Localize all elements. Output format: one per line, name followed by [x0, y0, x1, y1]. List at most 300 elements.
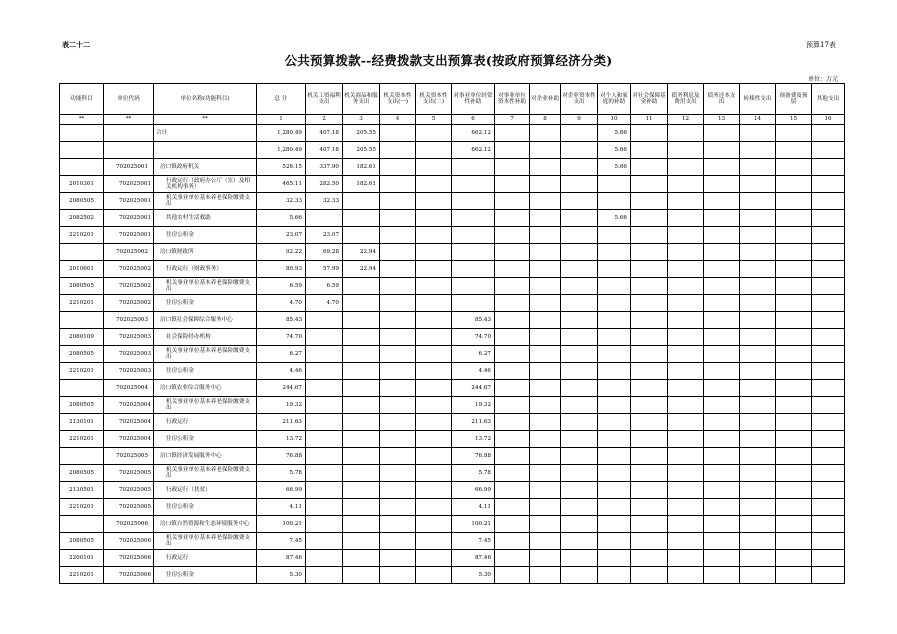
amount-cell [704, 159, 740, 176]
table-row [60, 380, 845, 397]
amount-cell [416, 363, 452, 380]
amount-cell [530, 125, 561, 142]
amount-cell [343, 550, 380, 567]
amount-cell [704, 567, 740, 584]
amount-cell [561, 550, 598, 567]
amount-cell [306, 482, 343, 499]
table-row [60, 329, 845, 346]
amount-cell [631, 329, 668, 346]
amount-cell [776, 380, 812, 397]
amount-cell [776, 193, 812, 210]
amount-cell [416, 567, 452, 584]
unit-name-cell [154, 142, 257, 159]
amount-cell [704, 499, 740, 516]
amount-cell [812, 244, 845, 261]
amount-cell [306, 210, 343, 227]
amount-cell [343, 465, 380, 482]
unit-code-cell [104, 125, 154, 142]
amount-cell [631, 210, 668, 227]
amount-cell [740, 533, 776, 550]
function-code-cell: 2080505 [60, 193, 104, 210]
amount-cell [704, 363, 740, 380]
unit-code-cell: 702025006 [104, 533, 154, 550]
column-index: 3 [343, 115, 380, 125]
amount-cell [416, 278, 452, 295]
amount-cell [306, 465, 343, 482]
amount-cell [530, 329, 561, 346]
amount-cell: 7.45 [257, 533, 306, 550]
amount-cell [668, 363, 704, 380]
function-code-cell [60, 159, 104, 176]
unit-code-cell: 702025001 [104, 227, 154, 244]
amount-cell [343, 193, 380, 210]
amount-cell [740, 142, 776, 159]
amount-cell [776, 533, 812, 550]
amount-cell [631, 312, 668, 329]
amount-cell [343, 295, 380, 312]
amount-cell [495, 550, 530, 567]
amount-cell [631, 550, 668, 567]
column-header: 其他支出 [812, 84, 845, 115]
amount-cell [495, 465, 530, 482]
amount-cell [631, 482, 668, 499]
amount-cell [416, 227, 452, 244]
amount-cell [668, 261, 704, 278]
amount-cell [380, 448, 416, 465]
amount-cell [306, 448, 343, 465]
amount-cell [598, 312, 631, 329]
table-row [60, 125, 845, 142]
amount-cell: 662.12 [452, 142, 495, 159]
amount-cell [495, 227, 530, 244]
unit-code-cell: 702025003 [104, 329, 154, 346]
unit-name-cell: 机关事业单位基本养老保险缴费支出 [154, 465, 257, 482]
amount-cell [495, 533, 530, 550]
amount-cell: 407.18 [306, 142, 343, 159]
amount-cell [343, 533, 380, 550]
amount-cell [530, 312, 561, 329]
amount-cell [380, 363, 416, 380]
amount-cell [598, 346, 631, 363]
amount-cell [812, 329, 845, 346]
amount-cell [495, 363, 530, 380]
amount-cell [416, 431, 452, 448]
amount-cell [668, 278, 704, 295]
amount-cell: 76.88 [452, 448, 495, 465]
column-header: 对企业补助 [530, 84, 561, 115]
unit-code-cell: 702025005 [104, 482, 154, 499]
amount-cell [812, 533, 845, 550]
amount-cell [380, 516, 416, 533]
amount-cell: 5.78 [257, 465, 306, 482]
amount-cell [740, 397, 776, 414]
function-code-cell [60, 312, 104, 329]
column-index: 11 [631, 115, 668, 125]
unit-code-cell: 702025006 [104, 550, 154, 567]
unit-name-cell: 行政运行 [154, 550, 257, 567]
amount-cell [343, 363, 380, 380]
amount-cell [776, 159, 812, 176]
amount-cell [631, 380, 668, 397]
amount-cell [776, 278, 812, 295]
amount-cell [530, 193, 561, 210]
amount-cell [812, 380, 845, 397]
amount-cell [416, 465, 452, 482]
amount-cell [631, 567, 668, 584]
amount-cell [812, 397, 845, 414]
unit-name-cell: 涪口镇社会保障综合服务中心 [154, 312, 257, 329]
amount-cell [561, 431, 598, 448]
amount-cell [561, 414, 598, 431]
amount-cell [343, 414, 380, 431]
unit-label: 单位：万元 [808, 76, 839, 83]
amount-cell [561, 312, 598, 329]
amount-cell [380, 567, 416, 584]
unit-code-cell: 702025002 [104, 295, 154, 312]
amount-cell [704, 193, 740, 210]
table-row [60, 431, 845, 448]
amount-cell [343, 346, 380, 363]
amount-cell [416, 261, 452, 278]
function-code-cell: 2080505 [60, 397, 104, 414]
amount-cell [416, 125, 452, 142]
amount-cell [776, 295, 812, 312]
amount-cell [343, 516, 380, 533]
amount-cell: 76.88 [257, 448, 306, 465]
amount-cell [530, 346, 561, 363]
amount-cell [668, 125, 704, 142]
amount-cell: 205.55 [343, 125, 380, 142]
amount-cell [416, 312, 452, 329]
amount-cell: 100.21 [452, 516, 495, 533]
amount-cell [306, 499, 343, 516]
amount-cell [452, 244, 495, 261]
unit-name-cell: 行政运行（财政事务） [154, 261, 257, 278]
amount-cell [668, 533, 704, 550]
amount-cell [416, 176, 452, 193]
amount-cell [740, 414, 776, 431]
amount-cell: 66.99 [257, 482, 306, 499]
table-row [60, 261, 845, 278]
table-row [60, 278, 845, 295]
amount-cell [776, 142, 812, 159]
amount-cell [380, 176, 416, 193]
amount-cell [598, 414, 631, 431]
amount-cell [704, 295, 740, 312]
amount-cell [598, 278, 631, 295]
amount-cell [812, 516, 845, 533]
amount-cell [530, 176, 561, 193]
amount-cell [776, 312, 812, 329]
amount-cell [704, 142, 740, 159]
amount-cell [812, 482, 845, 499]
amount-cell [776, 465, 812, 482]
amount-cell: 92.22 [257, 244, 306, 261]
amount-cell [380, 550, 416, 567]
column-index: 14 [740, 115, 776, 125]
amount-cell [668, 431, 704, 448]
function-code-cell: 2080505 [60, 346, 104, 363]
amount-cell [740, 482, 776, 499]
unit-code-cell: 702025005 [104, 448, 154, 465]
amount-cell [343, 482, 380, 499]
amount-cell [495, 176, 530, 193]
amount-cell: 87.46 [257, 550, 306, 567]
amount-cell [740, 346, 776, 363]
function-code-cell: 2210201 [60, 567, 104, 584]
table-row [60, 312, 845, 329]
amount-cell [631, 261, 668, 278]
function-code-cell [60, 244, 104, 261]
amount-cell [631, 244, 668, 261]
amount-cell [561, 448, 598, 465]
amount-cell [343, 397, 380, 414]
amount-cell [704, 397, 740, 414]
amount-cell [306, 431, 343, 448]
amount-cell [380, 227, 416, 244]
column-index: ** [60, 115, 104, 125]
amount-cell [530, 159, 561, 176]
amount-cell [776, 499, 812, 516]
amount-cell [740, 431, 776, 448]
column-index: 1 [257, 115, 306, 125]
amount-cell [631, 125, 668, 142]
unit-name-cell: 行政运行（政府办公厅（室）及相关机构事务） [154, 176, 257, 193]
amount-cell: 4.46 [257, 363, 306, 380]
amount-cell [668, 448, 704, 465]
amount-cell [561, 159, 598, 176]
amount-cell [631, 176, 668, 193]
amount-cell [452, 159, 495, 176]
amount-cell [380, 312, 416, 329]
column-header: 总 计 [257, 84, 306, 115]
amount-cell [495, 210, 530, 227]
amount-cell [561, 142, 598, 159]
unit-code-cell: 702025003 [104, 346, 154, 363]
amount-cell [776, 227, 812, 244]
table-row [60, 567, 845, 584]
amount-cell [306, 533, 343, 550]
amount-cell: 182.61 [343, 176, 380, 193]
table-row [60, 482, 845, 499]
amount-cell [416, 244, 452, 261]
amount-cell [668, 227, 704, 244]
amount-cell [561, 465, 598, 482]
amount-cell: 182.61 [343, 159, 380, 176]
column-header: 对事业单位资本性补助 [495, 84, 530, 115]
amount-cell [452, 210, 495, 227]
amount-cell [495, 312, 530, 329]
amount-cell: 526.15 [257, 159, 306, 176]
amount-cell [452, 278, 495, 295]
amount-cell [343, 431, 380, 448]
amount-cell [530, 278, 561, 295]
column-index: ** [154, 115, 257, 125]
amount-cell [561, 244, 598, 261]
unit-code-cell: 702025001 [104, 159, 154, 176]
amount-cell [812, 550, 845, 567]
unit-code-cell: 702025006 [104, 516, 154, 533]
amount-cell [631, 227, 668, 244]
amount-cell [380, 125, 416, 142]
table-row [60, 244, 845, 261]
unit-code-cell: 702025002 [104, 244, 154, 261]
amount-cell: 74.70 [257, 329, 306, 346]
amount-cell [740, 227, 776, 244]
amount-cell [530, 142, 561, 159]
amount-cell [740, 363, 776, 380]
amount-cell: 5.78 [452, 465, 495, 482]
amount-cell: 4.46 [452, 363, 495, 380]
amount-cell [668, 380, 704, 397]
table-row [60, 516, 845, 533]
amount-cell [530, 448, 561, 465]
table-row [60, 465, 845, 482]
amount-cell [416, 533, 452, 550]
table-row [60, 295, 845, 312]
amount-cell: 19.32 [452, 397, 495, 414]
unit-name-cell: 机关事业单位基本养老保险缴费支出 [154, 278, 257, 295]
amount-cell [668, 567, 704, 584]
amount-cell [812, 499, 845, 516]
amount-cell [812, 346, 845, 363]
unit-name-cell: 住房公积金 [154, 431, 257, 448]
amount-cell [561, 329, 598, 346]
amount-cell [530, 516, 561, 533]
table-row [60, 363, 845, 380]
amount-cell [812, 125, 845, 142]
amount-cell [776, 567, 812, 584]
amount-cell [561, 363, 598, 380]
amount-cell [704, 244, 740, 261]
amount-cell [343, 380, 380, 397]
table-body [60, 125, 845, 584]
column-header: 单位名称(功能科目) [154, 84, 257, 115]
unit-code-cell: 702025005 [104, 499, 154, 516]
unit-name-cell: 合计 [154, 125, 257, 142]
column-header: 单位代码 [104, 84, 154, 115]
column-index: ** [104, 115, 154, 125]
table-row [60, 550, 845, 567]
amount-cell [776, 329, 812, 346]
amount-cell [561, 176, 598, 193]
amount-cell [776, 346, 812, 363]
amount-cell: 13.72 [452, 431, 495, 448]
amount-cell: 5.30 [452, 567, 495, 584]
amount-cell [812, 431, 845, 448]
column-header: 对企业资本性支出 [561, 84, 598, 115]
amount-cell [668, 329, 704, 346]
amount-cell [416, 210, 452, 227]
amount-cell: 5.66 [598, 142, 631, 159]
amount-cell [416, 329, 452, 346]
amount-cell [530, 550, 561, 567]
table-number-label: 表二十二 [62, 40, 90, 49]
unit-code-cell: 702025004 [104, 431, 154, 448]
unit-name-cell: 机关事业单位基本养老保险缴费支出 [154, 533, 257, 550]
amount-cell: 205.55 [343, 142, 380, 159]
table-row [60, 159, 845, 176]
column-index: 15 [776, 115, 812, 125]
column-header: 机关工资福利支出 [306, 84, 343, 115]
function-code-cell: 2080109 [60, 329, 104, 346]
function-code-cell [60, 125, 104, 142]
amount-cell [740, 210, 776, 227]
amount-cell: 13.72 [257, 431, 306, 448]
amount-cell [704, 312, 740, 329]
amount-cell [812, 159, 845, 176]
amount-cell [416, 159, 452, 176]
column-index: 16 [812, 115, 845, 125]
amount-cell [704, 431, 740, 448]
amount-cell [530, 261, 561, 278]
amount-cell [598, 482, 631, 499]
amount-cell [380, 210, 416, 227]
amount-cell [740, 176, 776, 193]
amount-cell [452, 176, 495, 193]
amount-cell [561, 261, 598, 278]
amount-cell [812, 448, 845, 465]
column-header: 对个人和家庭的补助 [598, 84, 631, 115]
amount-cell [812, 210, 845, 227]
amount-cell [704, 465, 740, 482]
column-header: 预备费及预留 [776, 84, 812, 115]
amount-cell [740, 244, 776, 261]
amount-cell: 22.94 [343, 261, 380, 278]
amount-cell [704, 380, 740, 397]
unit-name-cell: 机关事业单位基本养老保险缴费支出 [154, 193, 257, 210]
amount-cell [495, 516, 530, 533]
unit-name-cell: 涪口镇经济发展服务中心 [154, 448, 257, 465]
amount-cell [776, 244, 812, 261]
unit-name-cell: 行政运行（扶贫） [154, 482, 257, 499]
column-index: 7 [495, 115, 530, 125]
unit-code-cell: 702025004 [104, 397, 154, 414]
amount-cell: 5.66 [598, 210, 631, 227]
amount-cell [598, 567, 631, 584]
column-index: 13 [704, 115, 740, 125]
amount-cell [416, 193, 452, 210]
table-row [60, 499, 845, 516]
amount-cell [416, 142, 452, 159]
amount-cell [452, 261, 495, 278]
table-header-row [60, 84, 845, 115]
amount-cell [631, 533, 668, 550]
amount-cell: 662.12 [452, 125, 495, 142]
amount-cell [668, 176, 704, 193]
amount-cell [416, 499, 452, 516]
column-index: 5 [416, 115, 452, 125]
amount-cell [343, 278, 380, 295]
unit-code-cell: 702025001 [104, 193, 154, 210]
unit-code-cell: 702025006 [104, 567, 154, 584]
amount-cell: 6.59 [257, 278, 306, 295]
amount-cell [561, 516, 598, 533]
function-code-cell [60, 380, 104, 397]
amount-cell [704, 278, 740, 295]
amount-cell: 6.27 [452, 346, 495, 363]
function-code-cell: 2080505 [60, 533, 104, 550]
amount-cell [380, 414, 416, 431]
unit-name-cell: 涪口镇财政所 [154, 244, 257, 261]
function-code-cell: 2010601 [60, 261, 104, 278]
amount-cell [530, 210, 561, 227]
amount-cell [530, 363, 561, 380]
amount-cell [416, 346, 452, 363]
amount-cell [631, 465, 668, 482]
amount-cell: 85.43 [257, 312, 306, 329]
amount-cell [530, 482, 561, 499]
